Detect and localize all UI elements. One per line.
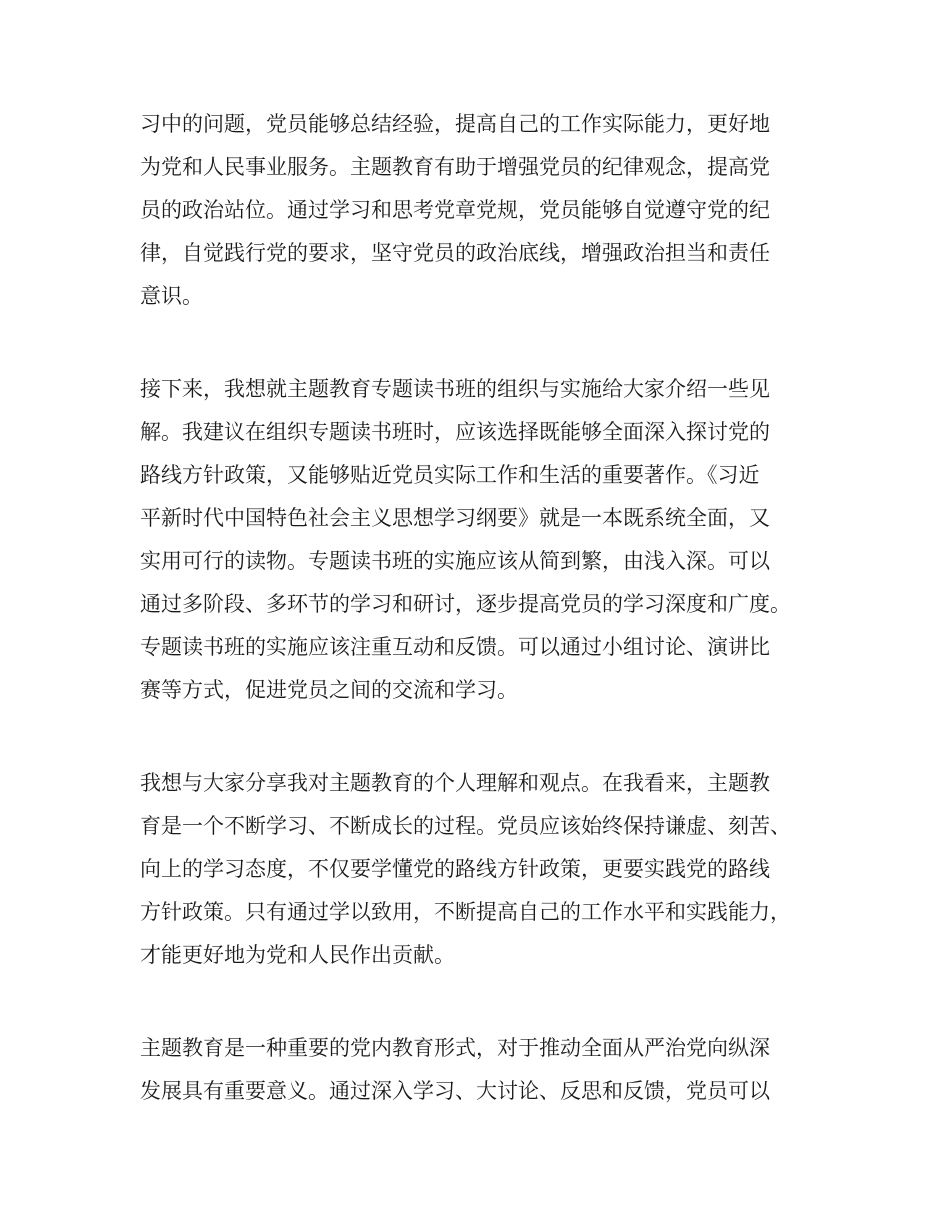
text-line: 方针政策。只有通过学以致用，不断提高自己的工作水平和实践能力， xyxy=(140,900,791,924)
text-line: 解。我建议在组织专题读书班时，应该选择既能够全面深入探讨党的 xyxy=(140,420,770,444)
text-line: 主题教育是一种重要的党内教育形式，对于推动全面从严治党向纵深 xyxy=(140,1036,770,1060)
text-line: 接下来，我想就主题教育专题读书班的组织与实施给大家介绍一些见 xyxy=(140,377,770,401)
document-body xyxy=(140,103,840,1163)
text-line: 平新时代中国特色社会主义思想学习纲要》就是一本既系统全面，又 xyxy=(140,506,770,530)
text-line: 发展具有重要意义。通过深入学习、大讨论、反思和反馈，党员可以 xyxy=(140,1079,770,1103)
paragraph-4 xyxy=(140,1027,840,1113)
text-line: 向上的学习态度，不仅要学懂党的路线方针政策，更要实践党的路线 xyxy=(140,857,770,881)
text-line: 赛等方式，促进党员之间的交流和学习。 xyxy=(140,678,518,702)
text-line: 习中的问题，党员能够总结经验，提高自己的工作实际能力，更好地 xyxy=(140,112,770,136)
text-line: 专题读书班的实施应该注重互动和反馈。可以通过小组讨论、演讲比 xyxy=(140,635,770,659)
text-line: 我想与大家分享我对主题教育的个人理解和观点。在我看来，主题教 xyxy=(140,771,770,795)
text-line: 律，自觉践行党的要求，坚守党员的政治底线，增强政治担当和责任 xyxy=(140,241,770,265)
text-line: 通过多阶段、多环节的学习和研讨，逐步提高党员的学习深度和广度。 xyxy=(140,592,791,616)
paragraph-3 xyxy=(140,762,840,977)
text-line: 为党和人民事业服务。主题教育有助于增强党员的纪律观念，提高党 xyxy=(140,155,770,179)
text-line: 意识。 xyxy=(140,284,203,308)
paragraph-2 xyxy=(140,368,840,712)
text-line: 员的政治站位。通过学习和思考党章党规，党员能够自觉遵守党的纪 xyxy=(140,198,770,222)
text-line: 育是一个不断学习、不断成长的过程。党员应该始终保持谦虚、刻苦、 xyxy=(140,814,791,838)
paragraph-1 xyxy=(140,103,840,318)
text-line: 才能更好地为党和人民作出贡献。 xyxy=(140,943,455,967)
text-line: 实用可行的读物。专题读书班的实施应该从简到繁，由浅入深。可以 xyxy=(140,549,770,573)
text-line: 路线方针政策，又能够贴近党员实际工作和生活的重要著作。《习近 xyxy=(140,463,760,487)
